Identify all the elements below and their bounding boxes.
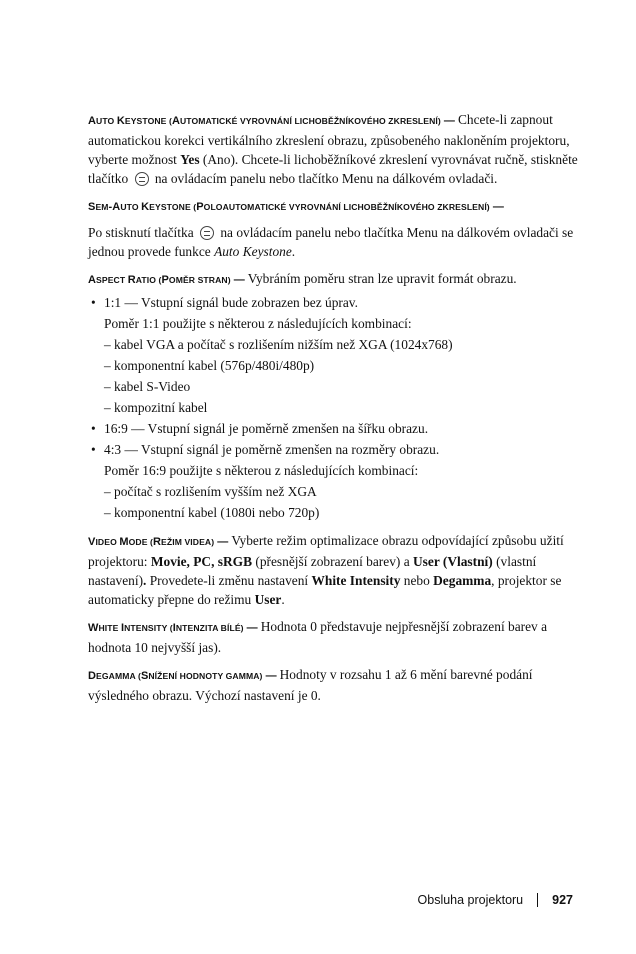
setting-white-intensity: White Intensity [311,573,401,588]
list-item: Poměr 1:1 použijte s některou z následujících kombinací: [104,316,412,331]
list-item: – komponentní kabel (1080i nebo 720p) [104,505,320,520]
body-text: na ovládacím panelu nebo tlačítka Menu na dálkovém ovladači se jednou provede funkce [88,225,574,259]
em-dash: — [262,670,280,682]
em-dash: — [243,622,261,634]
heading-text: NÍŽENÍ HODNOTY GAMMA) [148,671,263,681]
body-text: Provedete-li změnu nastavení [146,573,312,588]
menu-button-icon [200,226,214,240]
em-dash: — [489,201,504,213]
bold-period: . [143,573,147,588]
aspect-ratio-heading [88,275,231,285]
heading-cap: P [161,274,169,286]
list-item: – kompozitní kabel [104,400,208,415]
semi-auto-heading-line [88,196,578,217]
heading-cap: I [120,622,125,634]
list-item: • 1:1 — Vstupní signál bude zobrazen bez úprav. [88,292,578,313]
heading-cap: P [196,201,204,213]
list-item: • 4:3 — Vstupní signál je poměrně zmenšen na rozměry obrazu. [88,439,578,460]
degamma-paragraph [88,665,578,705]
body-text: . [281,592,285,607]
setting-degamma: Degamma [433,573,492,588]
menu-button-icon [135,172,149,186]
body-text: , projektor se automaticky přepne do režimu [88,573,562,607]
heading-cap: A [88,274,97,286]
heading-cap: R [127,274,136,286]
body-text: (vlastní nastavení) [88,554,537,588]
em-dash: — [230,274,248,286]
footer-title: Obsluha projektoru [417,893,524,907]
page-number: 927 [552,893,573,907]
em-dash: — [214,536,232,548]
degamma-heading [88,671,263,681]
heading-text: HITE [98,623,121,633]
heading-cap: A [171,115,180,127]
auto-keystone-paragraph [88,110,578,188]
body-text: Vybráním poměru stran lze upravit formát obrazu. [247,271,517,286]
heading-text: OLOAUTOMATICKÉ VYROVNÁNÍ LICHOBĚŽNÍKOVÉHO ZKRESLENÍ) [203,202,490,212]
heading-text: OMĚR STRAN) [168,275,231,285]
heading-cap: W [88,622,99,634]
heading-text: EŽIM VIDEA) [161,537,215,547]
list-item: – počítač s rozlišením vyšším než XGA [104,484,317,499]
heading-text: ODE ( [128,537,153,547]
auto-keystone-heading [88,116,441,126]
heading-text: EYSTONE ( [124,116,172,126]
mode-user: User [254,592,282,607]
heading-cap: A [88,115,97,127]
heading-text: EYSTONE ( [149,202,197,212]
mode-names: Movie, PC, sRGB [150,554,253,569]
option-yes: Yes [180,152,200,167]
body-text: (Ano). Chcete-li lichoběžníkové zkreslení vyrovnávat ručně, stiskněte tlačítko [88,152,578,186]
aspect-ratio-list [88,292,578,523]
list-item: • 16:9 — Vstupní signál je poměrně zmenšen na šířku obrazu. [88,418,578,439]
mode-user: User (Vlastní) [413,554,493,569]
list-item: – kabel VGA a počítač s rozlišením nižším než XGA (1024x768) [104,337,453,352]
heading-cap: D [88,670,97,682]
heading-text: EM [95,202,109,212]
body-text: na ovládacím panelu nebo tlačítko Menu na dálkovém ovladači. [151,171,498,186]
white-intensity-heading [88,623,244,633]
body-text: Hodnoty v rozsahu 1 až 6 mění barevné podání výsledného obrazu. Výchozí nastavení je 0. [88,667,533,703]
list-item: – kabel S-Video [104,379,191,394]
list-item: – komponentní kabel (576p/480i/480p) [104,358,315,373]
body-text: Chcete-li zapnout automatickou korekci vertikálního zkreslení obrazu, způsobeného nakloněním projektoru, vyberte možnost [88,112,570,167]
heading-cap: -A [108,201,121,213]
heading-cap: I [172,622,176,634]
em-dash: — [440,115,458,127]
footer-separator [537,893,538,907]
heading-text: SPECT [96,275,128,285]
heading-text: IDEO [95,537,120,547]
body-text: (přesnější zobrazení barev) a [252,554,414,569]
heading-cap: S [140,670,149,682]
heading-cap: K [141,201,150,213]
body-text: nebo [400,573,434,588]
body-text: Hodnota 0 představuje nejpřesnější zobrazení barev a hodnota 10 nejvyšší jas). [88,619,548,655]
page-content [88,110,578,713]
heading-cap: V [88,536,96,548]
heading-cap: S [88,201,96,213]
page-footer [418,893,573,907]
video-mode-paragraph [88,531,578,609]
body-text: Vyberte režim optimalizace obrazu odpovídající způsobu užití projektoru: [88,533,564,569]
heading-text: NTENZITA BÍLÉ) [175,623,244,633]
heading-text: NTENSITY ( [124,623,173,633]
heading-text: UTO [120,202,142,212]
heading-text: UTOMATICKÉ VYROVNÁNÍ LICHOBĚŽNÍKOVÉHO ZKRESLENÍ) [179,116,441,126]
heading-text: EGAMMA ( [96,671,141,681]
aspect-ratio-paragraph [88,269,578,290]
body-text: Po stisknutí tlačítka [88,225,197,240]
semi-auto-keystone-heading [88,202,490,212]
white-intensity-paragraph [88,617,578,657]
video-mode-heading [88,537,214,547]
heading-text: ATIO ( [135,275,162,285]
body-text: . [291,244,296,259]
list-item: Poměr 16:9 použijte s některou z následujících kombinací: [104,463,419,478]
semi-auto-paragraph [88,223,578,261]
heading-cap: K [116,115,125,127]
heading-cap: M [119,536,129,548]
heading-cap: R [152,536,162,548]
function-name: Auto Keystone [214,244,292,259]
heading-text: UTO [96,116,117,126]
